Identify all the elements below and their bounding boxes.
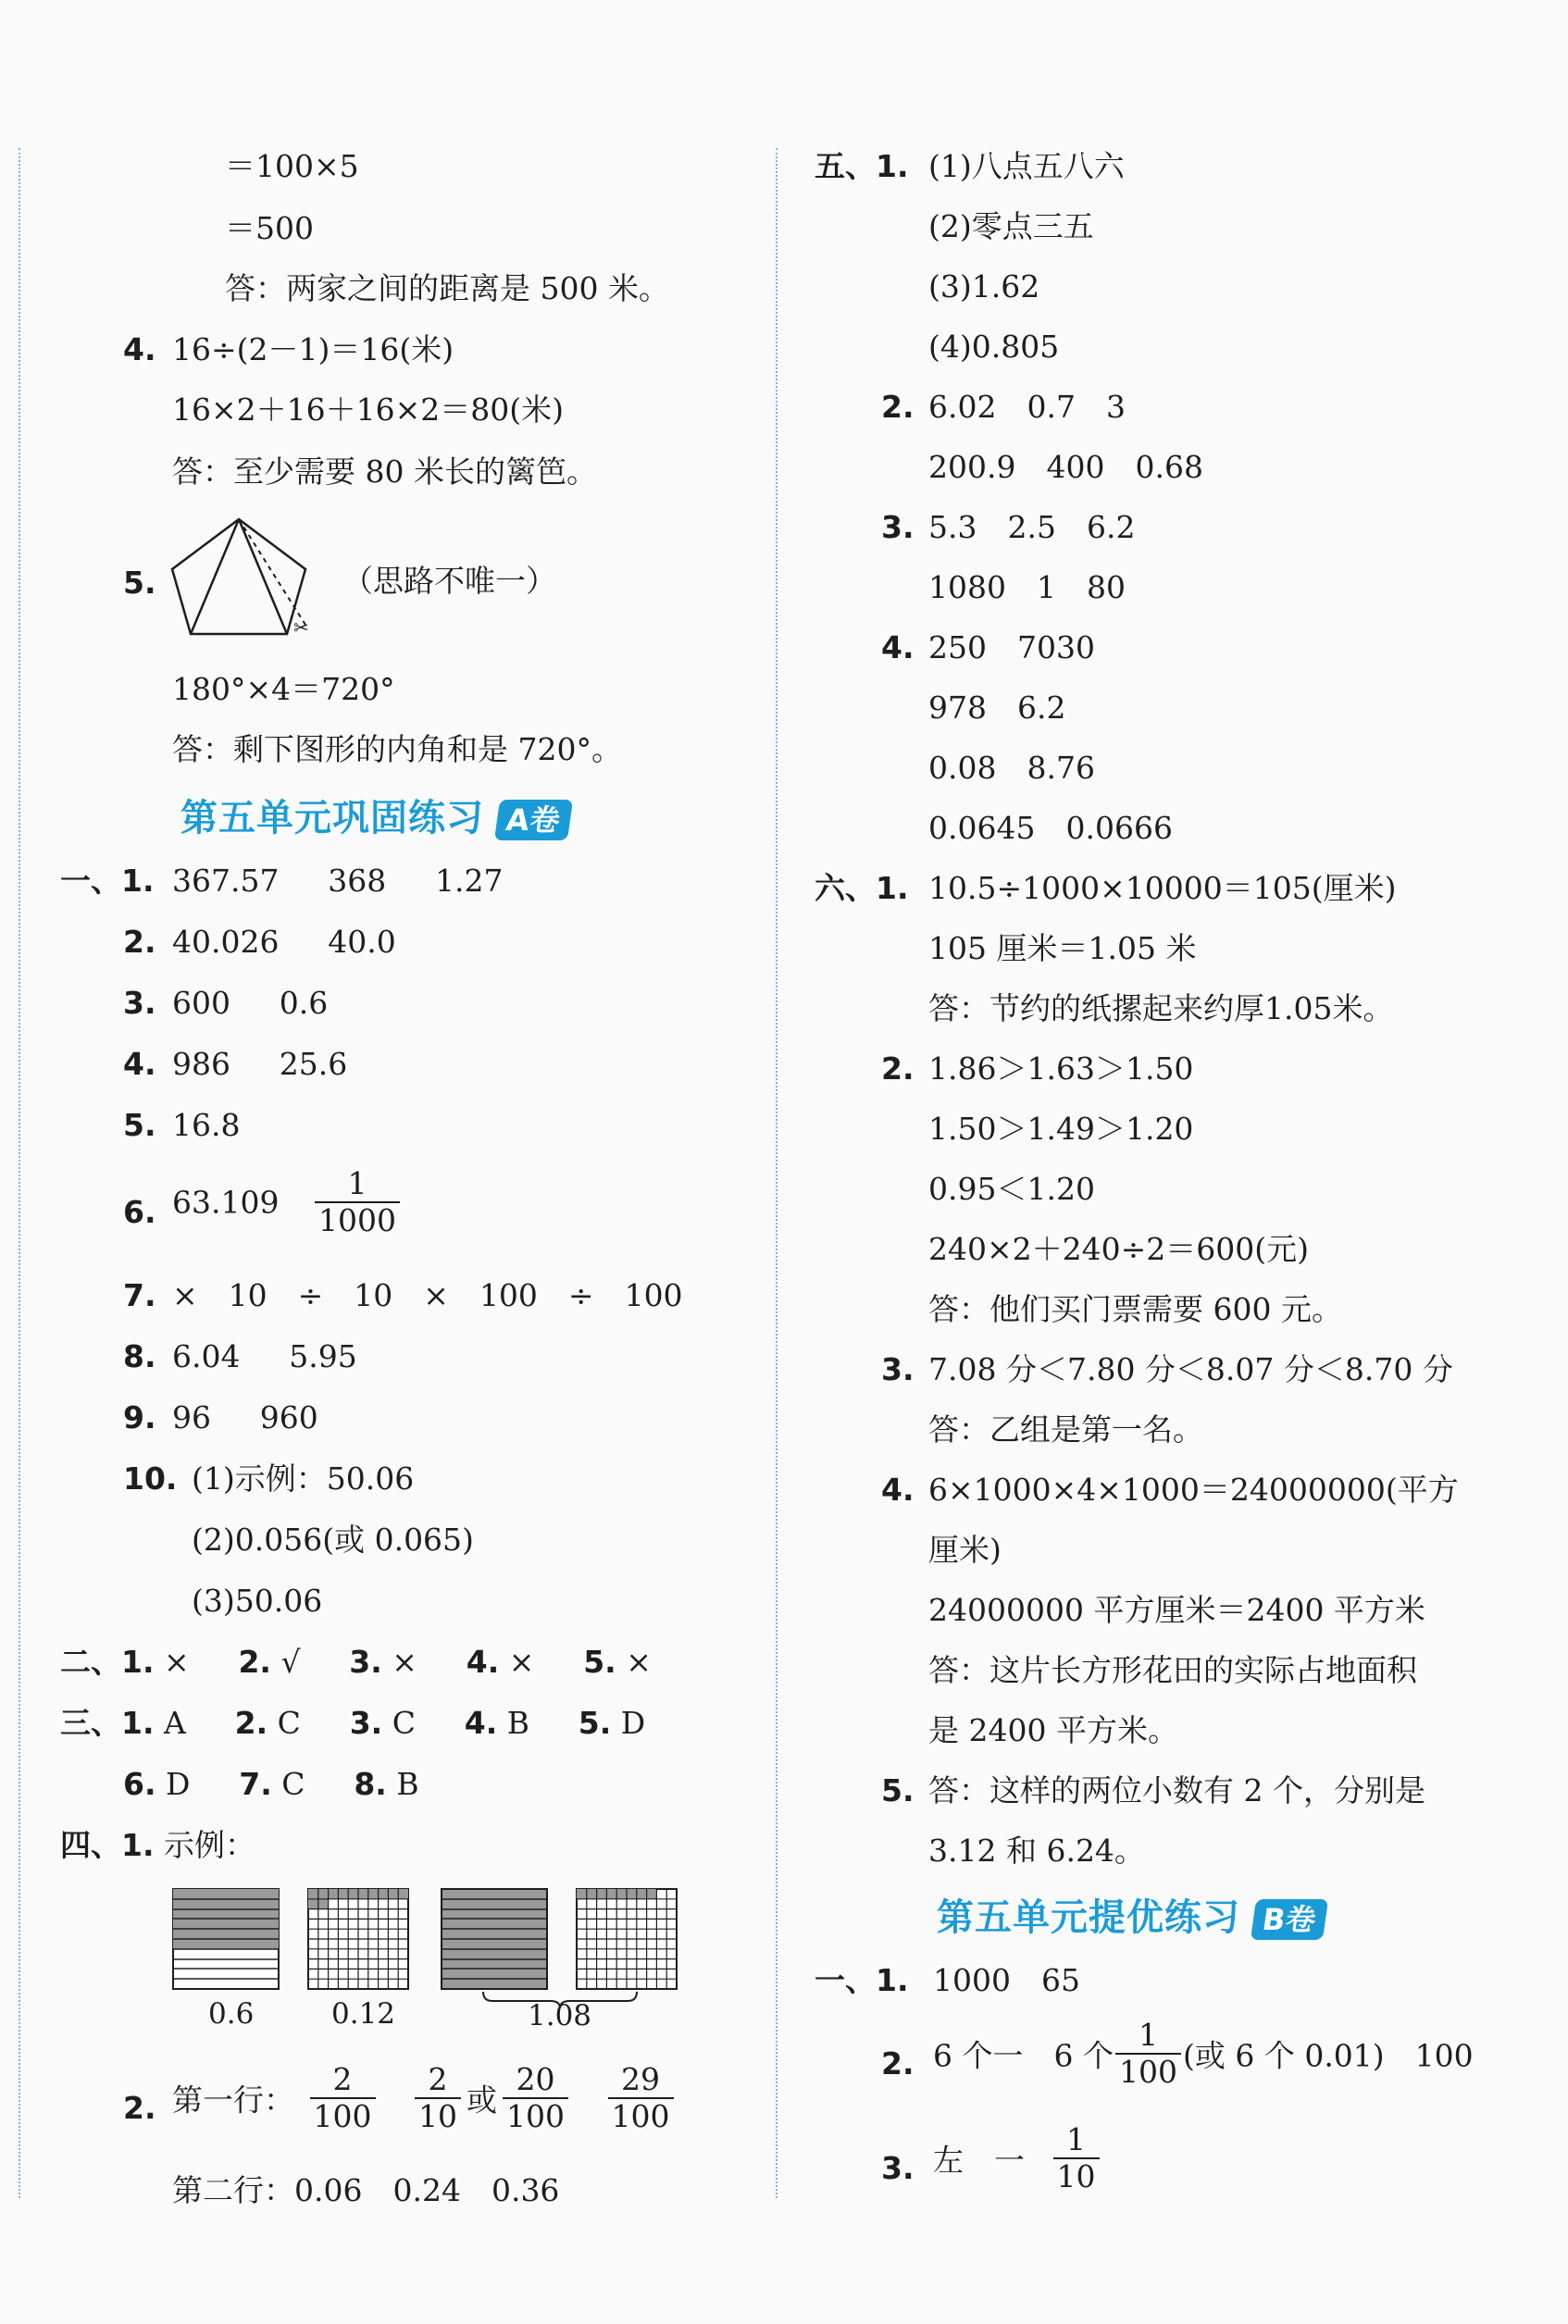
question-number: 5. bbox=[123, 565, 156, 601]
calc-line: 105 厘米＝1.05 米 bbox=[928, 930, 1197, 966]
answer-row: 1080 1 80 bbox=[928, 569, 1126, 605]
part3-row: 三、1. A 2. C 3. C 4. B 5. D bbox=[60, 1705, 646, 1741]
answer-line: 答：这片长方形花田的实际占地面积 bbox=[928, 1652, 1417, 1688]
note-text: （思路不唯一） bbox=[342, 563, 556, 599]
question-number-row: 2. bbox=[123, 924, 156, 960]
calc-line: 7.08 分＜7.80 分＜8.07 分＜8.70 分 bbox=[928, 1351, 1453, 1387]
section-title: 第五单元巩固练习 bbox=[180, 797, 484, 839]
part-label: 六、1. bbox=[815, 870, 909, 906]
answer-row: × 10 ÷ 10 × 100 ÷ 100 bbox=[172, 1277, 683, 1313]
calc-line: 1.50＞1.49＞1.20 bbox=[928, 1111, 1194, 1147]
pentagon-figure bbox=[167, 514, 324, 643]
answer-row: (3)50.06 bbox=[192, 1583, 323, 1619]
answer-row: (2)0.056(或 0.065) bbox=[192, 1522, 474, 1558]
part4-row: 四、1. 示例： bbox=[60, 1827, 255, 1863]
fraction: $\frac{2}{100}$ bbox=[310, 2062, 376, 2134]
question-number-row: 3. bbox=[123, 985, 156, 1021]
section-heading-a bbox=[180, 789, 570, 841]
calc-line: 16÷(2－1)＝16(米) bbox=[172, 331, 454, 367]
badge-b: B卷 bbox=[1251, 1899, 1329, 1940]
question-4 bbox=[123, 331, 156, 368]
answer-line: 是 2400 平方米。 bbox=[928, 1712, 1178, 1748]
grid-figure-whole bbox=[441, 1888, 548, 1990]
calc-line: 10.5÷1000×10000＝105(厘米) bbox=[928, 870, 1397, 906]
answer-line: 3.12 和 6.24。 bbox=[928, 1833, 1145, 1869]
question-number-row: 7. bbox=[123, 1277, 156, 1313]
calc-line: 1.86＞1.63＞1.50 bbox=[928, 1050, 1194, 1087]
answer-row: (2)零点三五 bbox=[928, 208, 1094, 244]
answer-line: 答：节约的纸摞起来约厚1.05米。 bbox=[928, 990, 1394, 1026]
answer-row: 600 0.6 bbox=[172, 985, 329, 1021]
fraction: $\frac{29}{100}$ bbox=[608, 2062, 674, 2134]
fraction: $\frac{1}{1000}$ bbox=[315, 1166, 400, 1238]
column-divider bbox=[776, 148, 778, 2198]
answer-row: (1)八点五八六 bbox=[928, 148, 1125, 184]
calc-line: 180°×4＝720° bbox=[172, 671, 395, 707]
calc-line: 0.95＜1.20 bbox=[928, 1171, 1095, 1207]
answer-row: 96 960 bbox=[172, 1399, 318, 1435]
part-label: 一、1. bbox=[60, 863, 155, 899]
grid-caption: 0.6 bbox=[208, 1997, 255, 2031]
question-number-row: 5. bbox=[881, 1772, 915, 1808]
question-number-row: 4. bbox=[881, 629, 915, 665]
question-number-row: 3. bbox=[881, 1351, 915, 1387]
section-heading-b bbox=[937, 1888, 1325, 1941]
grid-caption: 0.12 bbox=[331, 1997, 396, 2031]
answer-row: (3)1.62 bbox=[928, 268, 1040, 304]
answer-row: 367.57 368 1.27 bbox=[172, 863, 504, 899]
answer-row: 986 25.6 bbox=[172, 1046, 348, 1082]
answer-row: 0.0645 0.0666 bbox=[928, 810, 1173, 846]
answer-row: (4)0.805 bbox=[928, 329, 1060, 365]
calc-line: 6×1000×4×1000＝24000000(平方 bbox=[928, 1472, 1459, 1508]
part-label: 一、1. bbox=[815, 1962, 909, 1998]
question-number-row: 2. bbox=[123, 2090, 156, 2126]
answer-line: 答：至少需要 80 米长的篱笆。 bbox=[172, 454, 597, 490]
grid-figure-hundredths bbox=[307, 1888, 409, 1990]
calc-line: ＝500 bbox=[225, 210, 314, 246]
answer-row: 5.3 2.5 6.2 bbox=[928, 509, 1136, 545]
answer-row: 978 6.2 bbox=[928, 690, 1066, 726]
calc-line: 24000000 平方厘米＝2400 平方米 bbox=[928, 1592, 1425, 1628]
answer-row: 第二行：0.06 0.24 0.36 bbox=[172, 2172, 560, 2208]
question-number-row: 3. bbox=[881, 2150, 915, 2186]
grid-caption: 1.08 bbox=[528, 1999, 592, 2032]
answer-row: 1000 65 bbox=[933, 1962, 1080, 1998]
question-number-row: 4. bbox=[123, 1046, 156, 1082]
question-number-row: 9. bbox=[123, 1399, 156, 1435]
question-number-row: 3. bbox=[881, 509, 915, 545]
answer-row: 6.02 0.7 3 bbox=[928, 389, 1126, 425]
question-number-row: 10. bbox=[123, 1460, 178, 1497]
answer-row: 左 一 $\frac{1}{10}$ bbox=[933, 2122, 1105, 2194]
answer-row: 0.08 8.76 bbox=[928, 750, 1095, 786]
section-title: 第五单元提优练习 bbox=[937, 1896, 1240, 1939]
calc-line: ＝100×5 bbox=[225, 148, 359, 184]
answer-row: 200.9 400 0.68 bbox=[928, 449, 1203, 485]
part-label: 五、1. bbox=[815, 148, 909, 184]
calc-line: 240×2＋240÷2＝600(元) bbox=[928, 1231, 1310, 1267]
grid-figure-tenths bbox=[172, 1888, 280, 1990]
answer-line: 答：乙组是第一名。 bbox=[928, 1411, 1203, 1448]
answer-line: 答：两家之间的距离是 500 米。 bbox=[225, 270, 669, 306]
answer-row: 63.109 $\frac{1}{1000}$ bbox=[172, 1166, 405, 1238]
answer-row: 250 7030 bbox=[928, 629, 1095, 665]
question-number-row: 4. bbox=[881, 1472, 915, 1508]
question-5 bbox=[123, 565, 156, 602]
calc-line: 16×2＋16＋16×2＝80(米) bbox=[172, 391, 565, 428]
answer-row: 16.8 bbox=[172, 1107, 241, 1143]
grid-figure-hundredths-2 bbox=[576, 1888, 678, 1990]
answer-line: 答：他们买门票需要 600 元。 bbox=[928, 1291, 1342, 1327]
answer-row: (1)示例：50.06 bbox=[192, 1460, 415, 1497]
part2-row: 二、1. × 2. √ 3. × 4. × 5. × bbox=[60, 1644, 652, 1680]
answer-row: 40.026 40.0 bbox=[172, 924, 396, 960]
question-number-row: 6. bbox=[123, 1194, 156, 1230]
answer-line: 答：剩下图形的内角和是 720°。 bbox=[172, 731, 622, 767]
question-number-row: 2. bbox=[881, 2045, 915, 2082]
answer-row: 6.04 5.95 bbox=[172, 1338, 357, 1374]
fraction: $\frac{20}{100}$ bbox=[503, 2062, 568, 2134]
question-number-row: 5. bbox=[123, 1107, 156, 1143]
question-number-row: 2. bbox=[881, 389, 915, 425]
svg-text:✂: ✂ bbox=[293, 616, 309, 639]
badge-a: A卷 bbox=[494, 800, 573, 840]
calc-line: 厘米) bbox=[928, 1532, 1002, 1568]
part3-row: 6. D 7. C 8. B bbox=[123, 1766, 419, 1802]
answer-row: 第一行： $\frac{2}{100}$ $\frac{2}{10}$ 或 $\frac{20}{100}$ $\frac{29}{100}$ bbox=[172, 2062, 679, 2134]
fraction: $\frac{1}{100}$ bbox=[1115, 2018, 1181, 2090]
question-number: 4. bbox=[123, 331, 156, 367]
question-number-row: 2. bbox=[881, 1050, 915, 1087]
answer-line: 答：这样的两位小数有 2 个，分别是 bbox=[928, 1772, 1425, 1808]
answer-row: 6 个一 6 个 $\frac{1}{100}$ (或 6 个 0.01) 100 bbox=[933, 2017, 1474, 2090]
question-number-row: 8. bbox=[123, 1338, 156, 1374]
margin-dotted-line bbox=[19, 148, 20, 2198]
fraction: $\frac{2}{10}$ bbox=[415, 2062, 461, 2134]
fraction: $\frac{1}{10}$ bbox=[1053, 2122, 1100, 2194]
